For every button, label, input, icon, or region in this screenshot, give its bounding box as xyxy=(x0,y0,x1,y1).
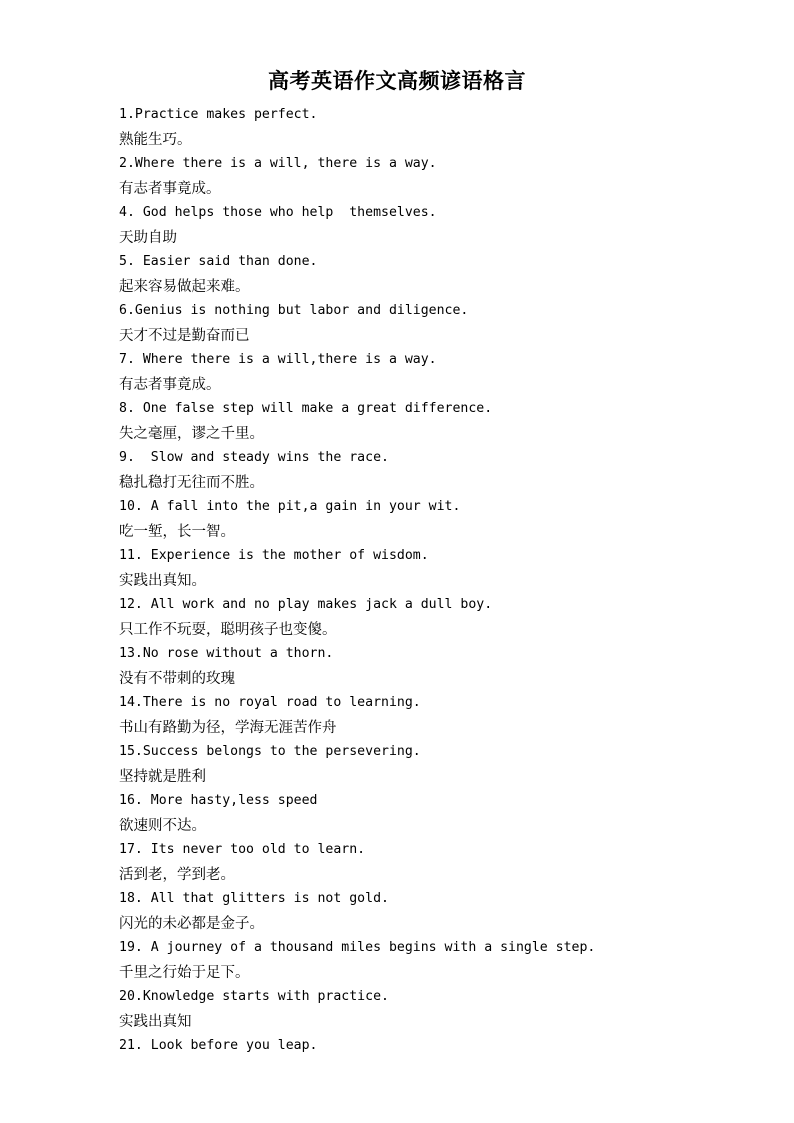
proverb-entry xyxy=(119,544,779,593)
proverb-chinese: 活到老，学到老。 xyxy=(119,866,235,883)
proverb-entry xyxy=(119,789,779,838)
proverb-entry xyxy=(119,495,779,544)
proverb-entry xyxy=(119,348,779,397)
proverb-english: 6.Genius is nothing but labor and diligence. xyxy=(119,303,469,318)
proverb-english: 10. A fall into the pit,a gain in your wit. xyxy=(119,499,461,514)
proverb-chinese: 稳扎稳打无往而不胜。 xyxy=(119,474,264,491)
proverb-entry xyxy=(119,201,779,250)
proverb-entry xyxy=(119,936,779,985)
page-title: 高考英语作文高频谚语格言 xyxy=(268,68,526,93)
proverb-english: 16. More hasty,less speed xyxy=(119,793,318,808)
proverb-chinese: 书山有路勤为径，学海无涯苦作舟 xyxy=(119,719,337,736)
proverb-chinese: 千里之行始于足下。 xyxy=(119,964,250,981)
proverb-entry xyxy=(119,593,779,642)
proverb-entry xyxy=(119,887,779,936)
proverb-entry xyxy=(119,838,779,887)
proverb-entry xyxy=(119,740,779,789)
proverb-english: 1.Practice makes perfect. xyxy=(119,107,318,122)
proverb-chinese: 没有不带刺的玫瑰 xyxy=(119,670,235,687)
proverb-english: 4. God helps those who help themselves. xyxy=(119,205,437,220)
proverb-chinese: 只工作不玩耍，聪明孩子也变傻。 xyxy=(119,621,337,638)
proverb-chinese: 起来容易做起来难。 xyxy=(119,278,250,295)
proverb-entry xyxy=(119,250,779,299)
proverb-chinese: 吃一堑，长一智。 xyxy=(119,523,235,540)
proverb-english: 11. Experience is the mother of wisdom. xyxy=(119,548,429,563)
proverb-entry xyxy=(119,103,779,152)
proverb-english: 18. All that glitters is not gold. xyxy=(119,891,389,906)
proverb-entry xyxy=(119,985,779,1034)
proverb-chinese: 有志者事竟成。 xyxy=(119,376,221,393)
proverb-list xyxy=(119,103,779,1059)
proverb-chinese: 有志者事竟成。 xyxy=(119,180,221,197)
proverb-chinese: 闪光的未必都是金子。 xyxy=(119,915,264,932)
proverb-entry xyxy=(119,642,779,691)
proverb-english: 19. A journey of a thousand miles begins with a single step. xyxy=(119,940,596,955)
proverb-english: 13.No rose without a thorn. xyxy=(119,646,334,661)
proverb-english: 9. Slow and steady wins the race. xyxy=(119,450,389,465)
proverb-english: 5. Easier said than done. xyxy=(119,254,318,269)
proverb-english: 14.There is no royal road to learning. xyxy=(119,695,421,710)
proverb-entry xyxy=(119,299,779,348)
proverb-english: 15.Success belongs to the persevering. xyxy=(119,744,421,759)
proverb-entry xyxy=(119,152,779,201)
proverb-chinese: 实践出真知。 xyxy=(119,572,206,589)
proverb-english: 7. Where there is a will,there is a way. xyxy=(119,352,437,367)
proverb-english: 21. Look before you leap. xyxy=(119,1038,318,1053)
proverb-entry xyxy=(119,1034,779,1059)
proverb-entry xyxy=(119,446,779,495)
proverb-english: 2.Where there is a will, there is a way. xyxy=(119,156,437,171)
proverb-english: 20.Knowledge starts with practice. xyxy=(119,989,389,1004)
proverb-entry xyxy=(119,397,779,446)
proverb-chinese: 天才不过是勤奋而已 xyxy=(119,327,250,344)
proverb-english: 17. Its never too old to learn. xyxy=(119,842,366,857)
proverb-chinese: 天助自助 xyxy=(119,229,177,246)
proverb-chinese: 失之毫厘，谬之千里。 xyxy=(119,425,264,442)
proverb-chinese: 熟能生巧。 xyxy=(119,131,192,148)
proverb-chinese: 实践出真知 xyxy=(119,1013,192,1030)
proverb-chinese: 欲速则不达。 xyxy=(119,817,206,834)
proverb-english: 8. One false step will make a great difference. xyxy=(119,401,493,416)
proverb-entry xyxy=(119,691,779,740)
proverb-chinese: 坚持就是胜利 xyxy=(119,768,206,785)
proverb-english: 12. All work and no play makes jack a dull boy. xyxy=(119,597,493,612)
